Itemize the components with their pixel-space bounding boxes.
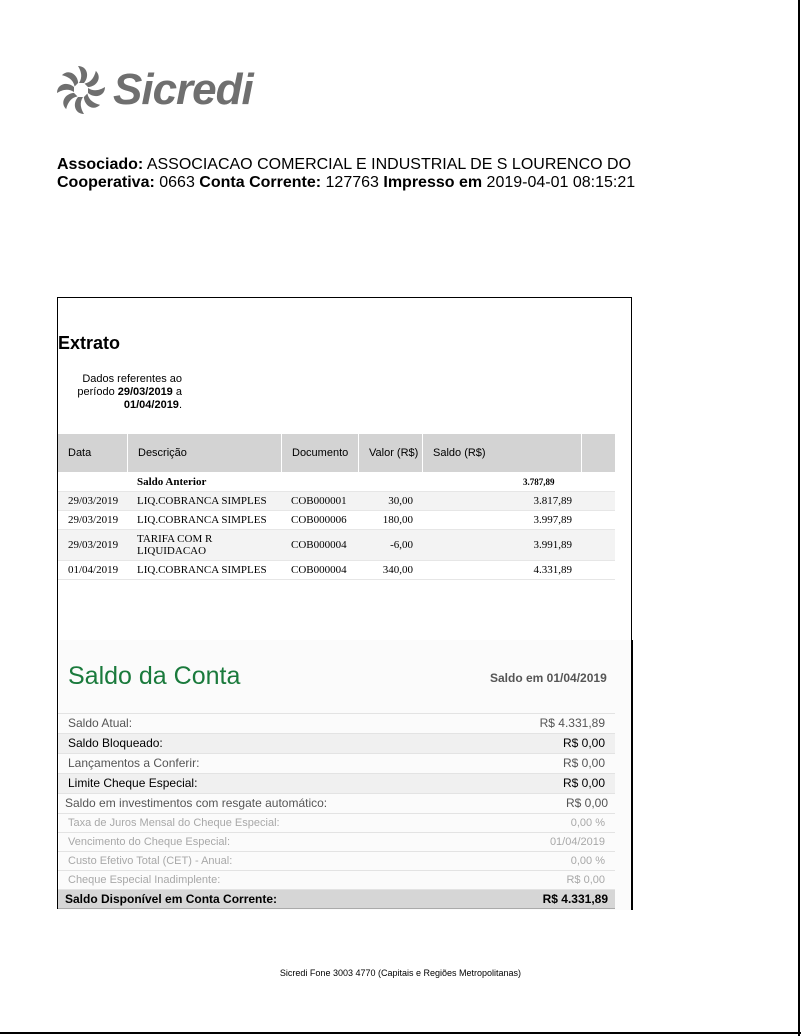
cell-valor: 30,00 <box>388 495 413 507</box>
col-saldo: Saldo (R$) <box>423 434 582 472</box>
balance-value: R$ 4.331,89 <box>539 716 605 730</box>
period-mid: a <box>175 386 182 398</box>
period-text <box>62 373 182 412</box>
cell-documento: COB000001 <box>291 495 347 507</box>
cell-documento: COB000004 <box>291 539 347 551</box>
cell-data: 01/04/2019 <box>68 564 119 576</box>
balance-label: Vencimento do Cheque Especial: <box>68 836 231 848</box>
balance-total-label: Saldo Disponível em Conta Corrente: <box>65 892 278 906</box>
table-row <box>58 530 615 561</box>
period-end: 01/04/2019 <box>123 399 179 411</box>
balance-row-investimentos <box>58 793 615 813</box>
balance-label: Saldo Atual: <box>68 716 133 730</box>
balance-value: 0,00 % <box>570 817 605 829</box>
cooperativa-label: Cooperativa: <box>57 174 155 191</box>
saldo-anterior-value: 3.787,89 <box>523 476 555 487</box>
balance-label: Custo Efetivo Total (CET) - Anual: <box>68 855 233 867</box>
cooperativa-value: 0663 <box>159 174 195 191</box>
cell-saldo: 3.997,89 <box>533 514 572 526</box>
balance-row-inadimplente <box>58 870 615 889</box>
cell-saldo: 3.817,89 <box>533 495 572 507</box>
period-start: 29/03/2019 <box>117 386 173 398</box>
cell-data: 29/03/2019 <box>68 539 119 551</box>
page-edge-right <box>798 0 800 1036</box>
account-line <box>57 174 635 192</box>
balance-panel-border <box>631 640 633 910</box>
balance-row-limite <box>58 773 615 793</box>
col-data: Data <box>58 434 128 472</box>
sicredi-logo-text: Sicredi <box>113 65 253 114</box>
balance-label: Cheque Especial Inadimplente: <box>68 874 221 886</box>
cell-descricao: LIQ.COBRANCA SIMPLES <box>137 564 267 576</box>
cell-data: 29/03/2019 <box>68 495 119 507</box>
balance-row-taxa-juros <box>58 813 615 832</box>
balance-total-value: R$ 4.331,89 <box>542 892 608 906</box>
page-edge-bottom <box>0 1032 801 1034</box>
saldo-date: Saldo em 01/04/2019 <box>490 671 607 685</box>
balance-value: R$ 0,00 <box>562 736 605 750</box>
cell-data: 29/03/2019 <box>68 514 119 526</box>
balance-label: Saldo Bloqueado: <box>68 736 163 750</box>
cell-valor: -6,00 <box>390 539 413 551</box>
cell-saldo: 3.991,89 <box>533 539 572 551</box>
balance-label: Saldo em investimentos com resgate automático: <box>65 796 328 810</box>
balance-value: 0,00 % <box>570 855 605 867</box>
extrato-title: Extrato <box>58 333 121 353</box>
cell-valor: 180,00 <box>382 514 413 526</box>
impresso-label: Impresso em <box>383 174 483 191</box>
balance-label: Taxa de Juros Mensal do Cheque Especial: <box>68 817 280 829</box>
saldo-anterior-row <box>58 472 615 492</box>
balance-row-cet <box>58 851 615 870</box>
cell-saldo: 4.331,89 <box>533 564 572 576</box>
balance-row-vencimento <box>58 832 615 851</box>
footer-text: Sicredi Fone 3003 4770 (Capitais e Regiões Metropolitanas) <box>279 968 522 978</box>
cell-documento: COB000004 <box>291 564 347 576</box>
col-extra <box>582 434 615 472</box>
balance-row-total <box>58 889 615 909</box>
associado-line <box>57 156 631 174</box>
saldo-anterior-label: Saldo Anterior <box>137 475 207 488</box>
col-valor: Valor (R$) <box>359 434 423 472</box>
cell-valor: 340,00 <box>382 564 413 576</box>
associado-label: Associado: <box>57 156 144 173</box>
period-prefix: Dados referentes ao período <box>77 373 182 398</box>
balance-value: R$ 0,00 <box>562 756 605 770</box>
balance-value: 01/04/2019 <box>549 836 605 848</box>
balance-label: Lançamentos a Conferir: <box>68 756 200 770</box>
balance-value: R$ 0,00 <box>562 776 605 790</box>
cell-descricao: TARIFA COM R LIQUIDACAO <box>137 533 213 557</box>
period-suffix: . <box>178 399 182 411</box>
statement-table-header <box>58 434 615 472</box>
sicredi-logo-icon <box>55 64 107 116</box>
cell-descricao: LIQ.COBRANCA SIMPLES <box>137 514 267 526</box>
balance-row-lancamentos <box>58 753 615 773</box>
conta-value: 127763 <box>325 174 379 191</box>
balance-value: R$ 0,00 <box>565 796 608 810</box>
balance-value: R$ 0,00 <box>566 874 605 886</box>
table-row <box>58 511 615 530</box>
table-row <box>58 561 615 580</box>
col-documento: Documento <box>282 434 359 472</box>
cell-documento: COB000006 <box>291 514 347 526</box>
conta-label: Conta Corrente: <box>199 174 322 191</box>
sicredi-logo <box>55 62 285 118</box>
table-row <box>58 492 615 511</box>
balance-row-saldo-atual <box>58 713 615 733</box>
impresso-value: 2019-04-01 08:15:21 <box>486 174 636 191</box>
balance-row-saldo-bloqueado <box>58 733 615 753</box>
associado-value: ASSOCIACAO COMERCIAL E INDUSTRIAL DE S LOURENCO DO <box>146 156 632 173</box>
balance-label: Limite Cheque Especial: <box>68 776 198 790</box>
col-descricao: Descrição <box>128 434 282 472</box>
saldo-title: Saldo da Conta <box>68 662 241 690</box>
cell-descricao: LIQ.COBRANCA SIMPLES <box>137 495 267 507</box>
